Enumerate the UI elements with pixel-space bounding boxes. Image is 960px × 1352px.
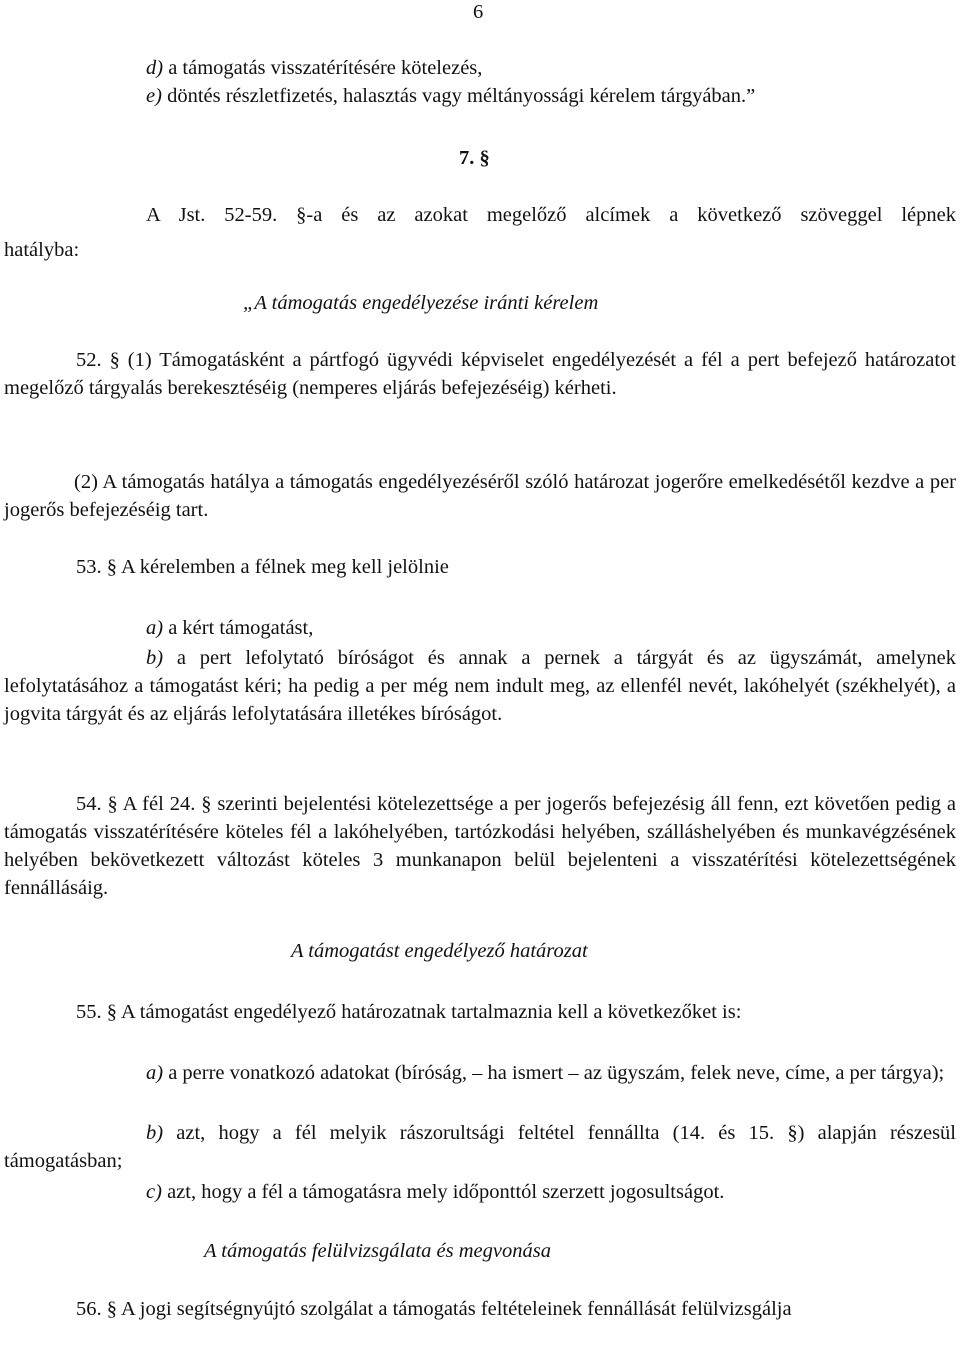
list-text: a perre vonatkozó adatokat (bíróság, – ha ismert – az ügyszám, felek neve, címe, a per tárgya); [163, 1062, 945, 1084]
paragraph-55-c [146, 1178, 724, 1206]
paragraph-52-1: 52. § (1) Támogatásként a pártfogó ügyvédi képviselet engedélyezését a fél a pert befejező határozatot megelőző tárgyalás berekesztéséig (nemperes eljárás befejezéséig) kérheti. [4, 349, 956, 399]
paragraph-55-intro: 55. § A támogatást engedélyező határozatnak tartalmaznia kell a következőket is: [76, 1001, 742, 1023]
list-text: döntés részletfizetés, halasztás vagy méltányossági kérelem tárgyában.” [161, 85, 756, 107]
list-letter: a) [146, 1062, 164, 1084]
paragraph-56: 56. § A jogi segítségnyújtó szolgálat a támogatás feltételeinek fennállását felülvizsgálja [76, 1298, 792, 1320]
list-item-e [146, 82, 755, 110]
list-text: azt, hogy a fél melyik rászorultsági feltétel fennállta (14. és 15. §) alapján részesül támogatásban; [4, 1122, 956, 1172]
list-letter: a) [146, 617, 164, 639]
list-item-d [146, 54, 482, 82]
paragraph-53-a [146, 614, 313, 642]
heading-request [243, 289, 598, 317]
list-letter: b) [146, 647, 164, 669]
list-letter: b) [146, 1122, 164, 1144]
list-letter: e) [146, 85, 162, 107]
list-text: a támogatás visszatérítésére kötelezés, [163, 57, 483, 79]
list-letter: d) [146, 57, 164, 79]
heading-decision [291, 937, 588, 965]
page-number: 6 [473, 1, 484, 23]
heading-request-text: „A támogatás engedélyezése iránti kérelem [243, 292, 599, 314]
list-text: a pert lefolytató bíróságot és annak a pernek a tárgyát és az ügyszámát, amelynek lefolytatásához a támogatást kéri; ha pedig a per még nem indult meg, az ellenfél nevét, lakóhelyét (székhelyét), a jogvita tárgyát és az eljárás lefolytatására illetékes bíróságot. [4, 647, 956, 725]
paragraph-55-a [4, 1059, 956, 1087]
section-7-body-line2: hatályba: [4, 239, 80, 261]
heading-review-text: A támogatás felülvizsgálata és megvonása [204, 1240, 551, 1262]
paragraph-55-b [4, 1119, 956, 1175]
section-7-heading: 7. § [459, 147, 490, 169]
list-text: azt, hogy a fél a támogatásra mely időponttól szerzett jogosultságot. [161, 1181, 725, 1203]
list-text: a kért támogatást, [163, 617, 314, 639]
heading-review [204, 1237, 551, 1265]
paragraph-53-intro: 53. § A kérelemben a félnek meg kell jelölnie [76, 556, 449, 578]
section-7-body-line1: A Jst. 52-59. §-a és az azokat megelőző alcímek a következő szöveggel lépnek [146, 204, 956, 226]
heading-decision-text: A támogatást engedélyező határozat [291, 940, 588, 962]
list-letter: c) [146, 1181, 162, 1203]
paragraph-52-2: (2) A támogatás hatálya a támogatás engedélyezéséről szóló határozat jogerőre emelkedésétől kezdve a per jogerős befejezéséig tart. [4, 471, 956, 521]
paragraph-54: 54. § A fél 24. § szerinti bejelentési kötelezettsége a per jogerős befejezésig áll fenn, ezt követően pedig a támogatás visszatérítésére köteles fél a lakóhelyében, tartózkodási helyében, szálláshelyében és munkavégzésének helyében bekövetkezett változást köteles 3 munkanapon belül bejelenteni a visszatérítési kötelezettségének fennállásáig. [4, 793, 956, 899]
paragraph-53-b [4, 644, 956, 728]
